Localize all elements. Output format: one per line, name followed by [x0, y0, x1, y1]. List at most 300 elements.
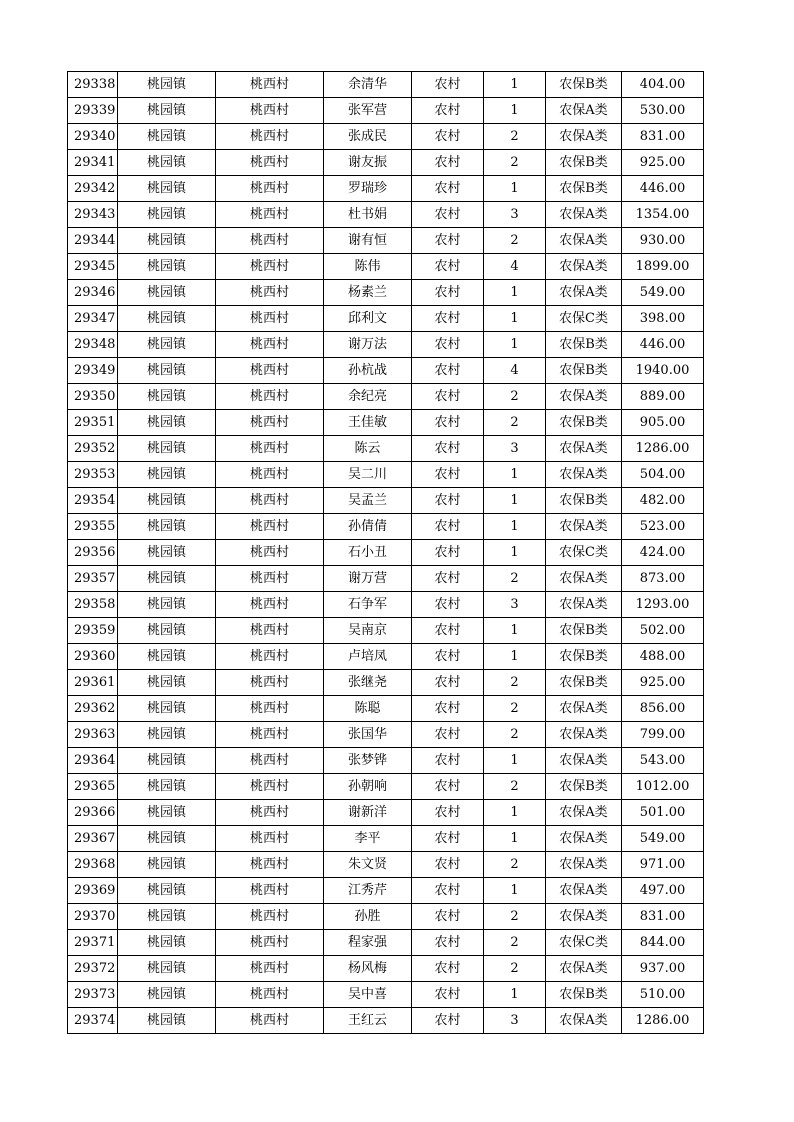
category-cell: 农保A类 — [546, 826, 622, 852]
amount-cell: 925.00 — [622, 150, 704, 176]
table-row — [68, 748, 704, 774]
category-cell: 农保B类 — [546, 358, 622, 384]
table-row — [68, 150, 704, 176]
area-type-cell: 农村 — [412, 878, 484, 904]
village-cell: 桃西村 — [216, 800, 324, 826]
amount-cell: 510.00 — [622, 982, 704, 1008]
area-type-cell: 农村 — [412, 150, 484, 176]
category-cell: 农保B类 — [546, 982, 622, 1008]
area-type-cell: 农村 — [412, 592, 484, 618]
village-cell: 桃西村 — [216, 228, 324, 254]
area-type-cell: 农村 — [412, 1008, 484, 1034]
category-cell: 农保A类 — [546, 1008, 622, 1034]
category-cell: 农保A类 — [546, 748, 622, 774]
record-id-cell: 29356 — [68, 540, 118, 566]
town-cell: 桃园镇 — [118, 410, 216, 436]
household-count-cell: 3 — [484, 202, 546, 228]
person-name-cell: 张国华 — [324, 722, 412, 748]
household-count-cell: 2 — [484, 410, 546, 436]
town-cell: 桃园镇 — [118, 774, 216, 800]
person-name-cell: 吴南京 — [324, 618, 412, 644]
person-name-cell: 陈聪 — [324, 696, 412, 722]
town-cell: 桃园镇 — [118, 436, 216, 462]
area-type-cell: 农村 — [412, 826, 484, 852]
amount-cell: 1286.00 — [622, 436, 704, 462]
area-type-cell: 农村 — [412, 72, 484, 98]
household-count-cell: 2 — [484, 670, 546, 696]
area-type-cell: 农村 — [412, 384, 484, 410]
amount-cell: 1293.00 — [622, 592, 704, 618]
person-name-cell: 孙倩倩 — [324, 514, 412, 540]
category-cell: 农保B类 — [546, 176, 622, 202]
amount-cell: 502.00 — [622, 618, 704, 644]
amount-cell: 971.00 — [622, 852, 704, 878]
amount-cell: 831.00 — [622, 904, 704, 930]
amount-cell: 1012.00 — [622, 774, 704, 800]
category-cell: 农保B类 — [546, 488, 622, 514]
person-name-cell: 王红云 — [324, 1008, 412, 1034]
table-row — [68, 696, 704, 722]
area-type-cell: 农村 — [412, 488, 484, 514]
amount-cell: 937.00 — [622, 956, 704, 982]
amount-cell: 398.00 — [622, 306, 704, 332]
table-row — [68, 670, 704, 696]
area-type-cell: 农村 — [412, 618, 484, 644]
amount-cell: 446.00 — [622, 332, 704, 358]
town-cell: 桃园镇 — [118, 852, 216, 878]
person-name-cell: 杜书娟 — [324, 202, 412, 228]
household-count-cell: 2 — [484, 150, 546, 176]
table-row — [68, 540, 704, 566]
record-id-cell: 29358 — [68, 592, 118, 618]
table-row — [68, 124, 704, 150]
village-cell: 桃西村 — [216, 384, 324, 410]
amount-cell: 549.00 — [622, 280, 704, 306]
category-cell: 农保C类 — [546, 306, 622, 332]
category-cell: 农保A类 — [546, 384, 622, 410]
record-id-cell: 29355 — [68, 514, 118, 540]
household-count-cell: 2 — [484, 124, 546, 150]
category-cell: 农保C类 — [546, 930, 622, 956]
record-id-cell: 29351 — [68, 410, 118, 436]
town-cell: 桃园镇 — [118, 358, 216, 384]
record-id-cell: 29363 — [68, 722, 118, 748]
area-type-cell: 农村 — [412, 748, 484, 774]
person-name-cell: 吴二川 — [324, 462, 412, 488]
person-name-cell: 余清华 — [324, 72, 412, 98]
person-name-cell: 江秀芹 — [324, 878, 412, 904]
table-row — [68, 982, 704, 1008]
table-row — [68, 904, 704, 930]
area-type-cell: 农村 — [412, 124, 484, 150]
category-cell: 农保A类 — [546, 98, 622, 124]
area-type-cell: 农村 — [412, 306, 484, 332]
table-body — [68, 72, 704, 1034]
village-cell: 桃西村 — [216, 904, 324, 930]
village-cell: 桃西村 — [216, 722, 324, 748]
record-id-cell: 29359 — [68, 618, 118, 644]
person-name-cell: 程家强 — [324, 930, 412, 956]
village-cell: 桃西村 — [216, 696, 324, 722]
record-id-cell: 29346 — [68, 280, 118, 306]
table-row — [68, 306, 704, 332]
record-id-cell: 29352 — [68, 436, 118, 462]
town-cell: 桃园镇 — [118, 332, 216, 358]
table-row — [68, 566, 704, 592]
town-cell: 桃园镇 — [118, 930, 216, 956]
amount-cell: 482.00 — [622, 488, 704, 514]
area-type-cell: 农村 — [412, 670, 484, 696]
record-id-cell: 29365 — [68, 774, 118, 800]
town-cell: 桃园镇 — [118, 748, 216, 774]
category-cell: 农保A类 — [546, 956, 622, 982]
record-id-cell: 29373 — [68, 982, 118, 1008]
category-cell: 农保B类 — [546, 670, 622, 696]
area-type-cell: 农村 — [412, 436, 484, 462]
town-cell: 桃园镇 — [118, 644, 216, 670]
person-name-cell: 张成民 — [324, 124, 412, 150]
village-cell: 桃西村 — [216, 566, 324, 592]
category-cell: 农保A类 — [546, 202, 622, 228]
amount-cell: 873.00 — [622, 566, 704, 592]
area-type-cell: 农村 — [412, 358, 484, 384]
amount-cell: 504.00 — [622, 462, 704, 488]
amount-cell: 497.00 — [622, 878, 704, 904]
town-cell: 桃园镇 — [118, 202, 216, 228]
area-type-cell: 农村 — [412, 722, 484, 748]
person-name-cell: 卢培凤 — [324, 644, 412, 670]
record-id-cell: 29372 — [68, 956, 118, 982]
village-cell: 桃西村 — [216, 202, 324, 228]
person-name-cell: 石争军 — [324, 592, 412, 618]
table-row — [68, 592, 704, 618]
table-row — [68, 852, 704, 878]
village-cell: 桃西村 — [216, 436, 324, 462]
village-cell: 桃西村 — [216, 592, 324, 618]
amount-cell: 530.00 — [622, 98, 704, 124]
household-count-cell: 1 — [484, 488, 546, 514]
table-row — [68, 280, 704, 306]
village-cell: 桃西村 — [216, 98, 324, 124]
town-cell: 桃园镇 — [118, 904, 216, 930]
town-cell: 桃园镇 — [118, 488, 216, 514]
table-row — [68, 1008, 704, 1034]
record-id-cell: 29348 — [68, 332, 118, 358]
town-cell: 桃园镇 — [118, 878, 216, 904]
amount-cell: 1899.00 — [622, 254, 704, 280]
area-type-cell: 农村 — [412, 462, 484, 488]
town-cell: 桃园镇 — [118, 124, 216, 150]
household-count-cell: 1 — [484, 540, 546, 566]
category-cell: 农保B类 — [546, 618, 622, 644]
person-name-cell: 吴中喜 — [324, 982, 412, 1008]
table-row — [68, 176, 704, 202]
table-row — [68, 644, 704, 670]
town-cell: 桃园镇 — [118, 150, 216, 176]
person-name-cell: 谢万营 — [324, 566, 412, 592]
category-cell: 农保A类 — [546, 722, 622, 748]
village-cell: 桃西村 — [216, 332, 324, 358]
town-cell: 桃园镇 — [118, 384, 216, 410]
category-cell: 农保A类 — [546, 852, 622, 878]
area-type-cell: 农村 — [412, 332, 484, 358]
village-cell: 桃西村 — [216, 982, 324, 1008]
category-cell: 农保B类 — [546, 774, 622, 800]
town-cell: 桃园镇 — [118, 1008, 216, 1034]
category-cell: 农保A类 — [546, 566, 622, 592]
village-cell: 桃西村 — [216, 774, 324, 800]
household-count-cell: 1 — [484, 332, 546, 358]
area-type-cell: 农村 — [412, 514, 484, 540]
table-row — [68, 98, 704, 124]
town-cell: 桃园镇 — [118, 670, 216, 696]
table-row — [68, 618, 704, 644]
table-row — [68, 358, 704, 384]
amount-cell: 856.00 — [622, 696, 704, 722]
person-name-cell: 朱文贤 — [324, 852, 412, 878]
household-count-cell: 4 — [484, 254, 546, 280]
category-cell: 农保A类 — [546, 878, 622, 904]
village-cell: 桃西村 — [216, 306, 324, 332]
household-count-cell: 2 — [484, 852, 546, 878]
table-row — [68, 956, 704, 982]
category-cell: 农保B类 — [546, 150, 622, 176]
town-cell: 桃园镇 — [118, 722, 216, 748]
category-cell: 农保A类 — [546, 280, 622, 306]
amount-cell: 1286.00 — [622, 1008, 704, 1034]
household-count-cell: 3 — [484, 436, 546, 462]
record-id-cell: 29344 — [68, 228, 118, 254]
person-name-cell: 张继尧 — [324, 670, 412, 696]
table-row — [68, 410, 704, 436]
record-id-cell: 29374 — [68, 1008, 118, 1034]
person-name-cell: 杨素兰 — [324, 280, 412, 306]
village-cell: 桃西村 — [216, 176, 324, 202]
record-id-cell: 29369 — [68, 878, 118, 904]
person-name-cell: 王佳敏 — [324, 410, 412, 436]
town-cell: 桃园镇 — [118, 618, 216, 644]
area-type-cell: 农村 — [412, 800, 484, 826]
record-id-cell: 29371 — [68, 930, 118, 956]
amount-cell: 905.00 — [622, 410, 704, 436]
village-cell: 桃西村 — [216, 150, 324, 176]
person-name-cell: 谢友振 — [324, 150, 412, 176]
town-cell: 桃园镇 — [118, 696, 216, 722]
town-cell: 桃园镇 — [118, 176, 216, 202]
record-id-cell: 29340 — [68, 124, 118, 150]
record-id-cell: 29350 — [68, 384, 118, 410]
amount-cell: 844.00 — [622, 930, 704, 956]
household-count-cell: 1 — [484, 800, 546, 826]
category-cell: 农保B类 — [546, 72, 622, 98]
table-row — [68, 332, 704, 358]
household-count-cell: 1 — [484, 176, 546, 202]
household-count-cell: 2 — [484, 228, 546, 254]
area-type-cell: 农村 — [412, 202, 484, 228]
table-row — [68, 228, 704, 254]
record-id-cell: 29370 — [68, 904, 118, 930]
household-count-cell: 1 — [484, 644, 546, 670]
table-row — [68, 488, 704, 514]
person-name-cell: 邱利文 — [324, 306, 412, 332]
record-id-cell: 29364 — [68, 748, 118, 774]
amount-cell: 925.00 — [622, 670, 704, 696]
town-cell: 桃园镇 — [118, 800, 216, 826]
person-name-cell: 孙朝响 — [324, 774, 412, 800]
category-cell: 农保B类 — [546, 644, 622, 670]
amount-cell: 543.00 — [622, 748, 704, 774]
table-row — [68, 514, 704, 540]
household-count-cell: 1 — [484, 878, 546, 904]
area-type-cell: 农村 — [412, 540, 484, 566]
person-name-cell: 石小丑 — [324, 540, 412, 566]
table-row — [68, 436, 704, 462]
area-type-cell: 农村 — [412, 852, 484, 878]
record-id-cell: 29341 — [68, 150, 118, 176]
person-name-cell: 张梦铧 — [324, 748, 412, 774]
record-id-cell: 29342 — [68, 176, 118, 202]
town-cell: 桃园镇 — [118, 280, 216, 306]
person-name-cell: 张军营 — [324, 98, 412, 124]
village-cell: 桃西村 — [216, 670, 324, 696]
area-type-cell: 农村 — [412, 644, 484, 670]
record-id-cell: 29339 — [68, 98, 118, 124]
person-name-cell: 孙杭战 — [324, 358, 412, 384]
household-count-cell: 2 — [484, 696, 546, 722]
record-id-cell: 29368 — [68, 852, 118, 878]
town-cell: 桃园镇 — [118, 306, 216, 332]
village-cell: 桃西村 — [216, 618, 324, 644]
category-cell: 农保C类 — [546, 540, 622, 566]
record-id-cell: 29354 — [68, 488, 118, 514]
record-id-cell: 29357 — [68, 566, 118, 592]
table-row — [68, 800, 704, 826]
person-name-cell: 吴孟兰 — [324, 488, 412, 514]
village-cell: 桃西村 — [216, 254, 324, 280]
village-cell: 桃西村 — [216, 852, 324, 878]
town-cell: 桃园镇 — [118, 72, 216, 98]
record-id-cell: 29361 — [68, 670, 118, 696]
category-cell: 农保A类 — [546, 124, 622, 150]
village-cell: 桃西村 — [216, 644, 324, 670]
area-type-cell: 农村 — [412, 280, 484, 306]
household-count-cell: 2 — [484, 774, 546, 800]
person-name-cell: 谢新洋 — [324, 800, 412, 826]
village-cell: 桃西村 — [216, 540, 324, 566]
household-count-cell: 3 — [484, 1008, 546, 1034]
household-count-cell: 2 — [484, 956, 546, 982]
table-row — [68, 254, 704, 280]
town-cell: 桃园镇 — [118, 566, 216, 592]
category-cell: 农保A类 — [546, 904, 622, 930]
household-count-cell: 2 — [484, 384, 546, 410]
household-count-cell: 2 — [484, 566, 546, 592]
category-cell: 农保A类 — [546, 228, 622, 254]
table-row — [68, 774, 704, 800]
category-cell: 农保A类 — [546, 696, 622, 722]
area-type-cell: 农村 — [412, 228, 484, 254]
household-count-cell: 1 — [484, 306, 546, 332]
village-cell: 桃西村 — [216, 748, 324, 774]
record-id-cell: 29349 — [68, 358, 118, 384]
village-cell: 桃西村 — [216, 930, 324, 956]
household-count-cell: 2 — [484, 930, 546, 956]
table-row — [68, 930, 704, 956]
category-cell: 农保A类 — [546, 462, 622, 488]
table-row — [68, 462, 704, 488]
town-cell: 桃园镇 — [118, 228, 216, 254]
household-count-cell: 1 — [484, 514, 546, 540]
amount-cell: 446.00 — [622, 176, 704, 202]
area-type-cell: 农村 — [412, 956, 484, 982]
table-row — [68, 722, 704, 748]
record-id-cell: 29345 — [68, 254, 118, 280]
area-type-cell: 农村 — [412, 566, 484, 592]
area-type-cell: 农村 — [412, 98, 484, 124]
village-cell: 桃西村 — [216, 956, 324, 982]
town-cell: 桃园镇 — [118, 826, 216, 852]
person-name-cell: 谢有恒 — [324, 228, 412, 254]
person-name-cell: 陈云 — [324, 436, 412, 462]
person-name-cell: 余纪亮 — [324, 384, 412, 410]
amount-cell: 424.00 — [622, 540, 704, 566]
village-cell: 桃西村 — [216, 72, 324, 98]
category-cell: 农保A类 — [546, 800, 622, 826]
town-cell: 桃园镇 — [118, 98, 216, 124]
category-cell: 农保A类 — [546, 592, 622, 618]
record-id-cell: 29362 — [68, 696, 118, 722]
amount-cell: 549.00 — [622, 826, 704, 852]
amount-cell: 501.00 — [622, 800, 704, 826]
record-id-cell: 29338 — [68, 72, 118, 98]
household-count-cell: 3 — [484, 592, 546, 618]
household-count-cell: 1 — [484, 462, 546, 488]
table-row — [68, 72, 704, 98]
category-cell: 农保A类 — [546, 514, 622, 540]
amount-cell: 523.00 — [622, 514, 704, 540]
town-cell: 桃园镇 — [118, 592, 216, 618]
village-cell: 桃西村 — [216, 1008, 324, 1034]
person-name-cell: 杨风梅 — [324, 956, 412, 982]
area-type-cell: 农村 — [412, 176, 484, 202]
amount-cell: 799.00 — [622, 722, 704, 748]
area-type-cell: 农村 — [412, 410, 484, 436]
town-cell: 桃园镇 — [118, 514, 216, 540]
household-count-cell: 1 — [484, 748, 546, 774]
village-cell: 桃西村 — [216, 280, 324, 306]
record-id-cell: 29366 — [68, 800, 118, 826]
town-cell: 桃园镇 — [118, 982, 216, 1008]
household-count-cell: 4 — [484, 358, 546, 384]
village-cell: 桃西村 — [216, 358, 324, 384]
area-type-cell: 农村 — [412, 696, 484, 722]
table-row — [68, 202, 704, 228]
amount-cell: 1940.00 — [622, 358, 704, 384]
category-cell: 农保A类 — [546, 436, 622, 462]
category-cell: 农保B类 — [546, 332, 622, 358]
household-count-cell: 1 — [484, 98, 546, 124]
village-cell: 桃西村 — [216, 514, 324, 540]
town-cell: 桃园镇 — [118, 956, 216, 982]
household-count-cell: 1 — [484, 618, 546, 644]
village-cell: 桃西村 — [216, 488, 324, 514]
person-name-cell: 孙胜 — [324, 904, 412, 930]
table-row — [68, 878, 704, 904]
category-cell: 农保B类 — [546, 410, 622, 436]
record-id-cell: 29360 — [68, 644, 118, 670]
person-name-cell: 李平 — [324, 826, 412, 852]
amount-cell: 1354.00 — [622, 202, 704, 228]
